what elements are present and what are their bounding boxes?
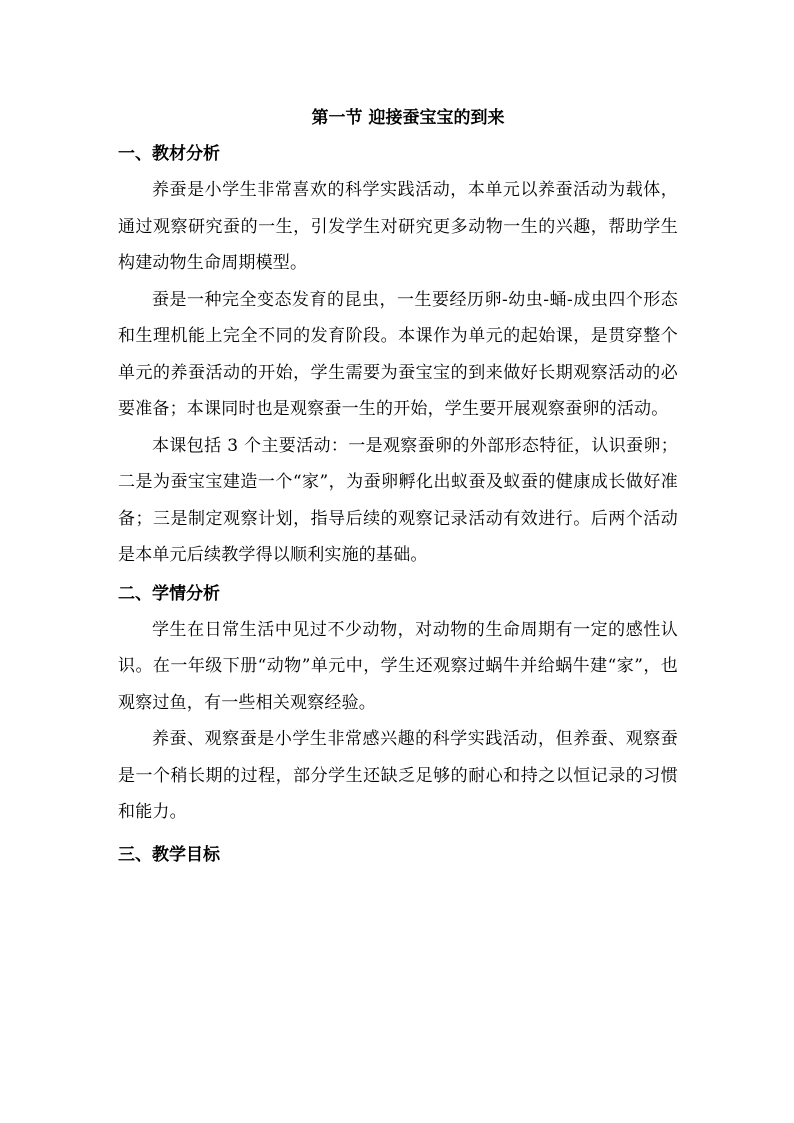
paragraph: 学生在日常生活中见过不少动物，对动物的生命周期有一定的感性认识。在一年级下册“动物”单元中，学生还观察过蜗牛并给蜗牛建“家”，也观察过鱼，有一些相关观察经验。 [118,619,678,713]
paragraph: 养蚕、观察蚕是小学生非常感兴趣的科学实践活动，但养蚕、观察蚕是一个稍长期的过程，部分学生还缺乏足够的耐心和持之以恒记录的习惯和能力。 [118,729,678,822]
section-heading-teaching-goals: 三、教学目标 [118,844,220,865]
paragraph: 养蚕是小学生非常喜欢的科学实践活动，本单元以养蚕活动为载体，通过观察研究蚕的一生，引发学生对研究更多动物一生的兴趣，帮助学生构建动物生命周期模型。 [118,180,678,273]
section-heading-textbook-analysis: 一、教材分析 [118,144,220,164]
paragraph: 本课包括 3 个主要活动：一是观察蚕卵的外部形态特征，认识蚕卵；二是为蚕宝宝建造一个“家”，为蚕卵孵化出蚁蚕及蚁蚕的健康成长做好准备；三是制定观察计划，指导后续的观察记录活动有效进行。后两个活动是本单元后续教学得以顺利实施的基础。 [118,435,678,565]
document-content [118,104,678,873]
paragraph: 蚕是一种完全变态发育的昆虫，一生要经历卵-幼虫-蛹-成虫四个形态和生理机能上完全不同的发育阶段。本课作为单元的起始课，是贯穿整个单元的养蚕活动的开始，学生需要为蚕宝宝的到来做好长期观察活动的必要准备；本课同时也是观察蚕一生的开始，学生要开展观察蚕卵的活动。 [118,289,678,419]
page-title: 第一节 迎接蚕宝宝的到来 [311,108,505,128]
section-heading-student-analysis: 二、学情分析 [118,583,220,604]
